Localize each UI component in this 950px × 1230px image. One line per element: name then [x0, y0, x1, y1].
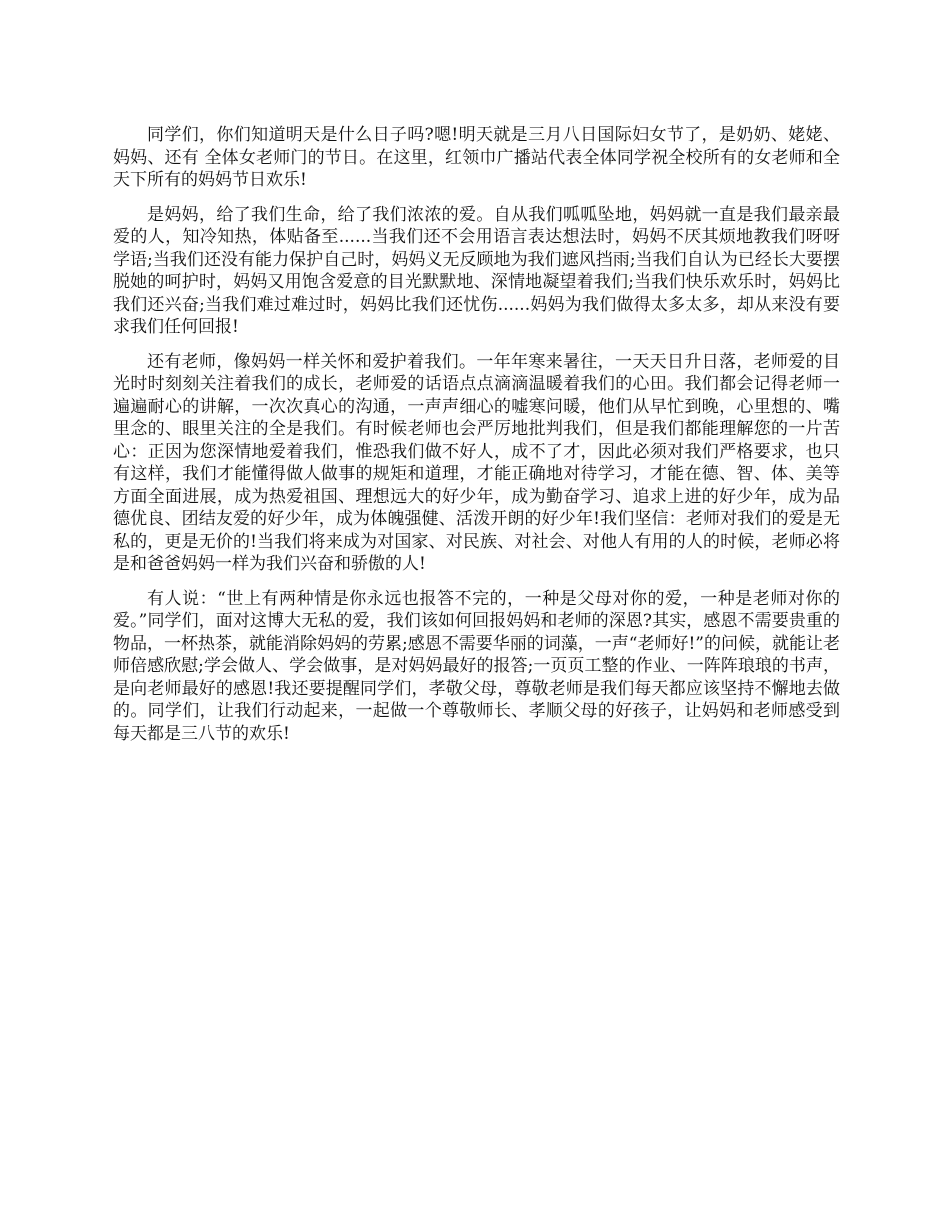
paragraph-3: 还有老师，像妈妈一样关怀和爱护着我们。一年年寒来暑往，一天天日升日落，老师爱的目光时时刻刻关注着我们的成长，老师爱的话语点点滴滴温暖着我们的心田。我们都会记得老师一遍遍耐心的讲解，一次次真心的沟通，一声声细心的嘘寒问暖，他们从早忙到晚，心里想的、嘴里念的、眼里关注的全是我们。有时候老师也会严厉地批判我们，但是我们都能理解您的一片苦心：正因为您深情地爱着我们，惟恐我们做不好人，成不了才，因此必须对我们严格要求，也只有这样，我们才能懂得做人做事的规矩和道理，才能正确地对待学习，才能在德、智、体、美等方面全面进展，成为热爱祖国、理想远大的好少年，成为勤奋学习、追求上进的好少年，成为品德优良、团结友爱的好少年，成为体魄强健、活泼开朗的好少年!我们坚信：老师对我们的爱是无私的，更是无价的!当我们将来成为对国家、对民族、对社会、对他人有用的人的时候，老师必将是和爸爸妈妈一样为我们兴奋和骄傲的人!: [113, 351, 840, 574]
paragraph-2: 是妈妈，给了我们生命，给了我们浓浓的爱。自从我们呱呱坠地，妈妈就一直是我们最亲最爱的人，知冷知热，体贴备至......当我们还不会用语言表达想法时，妈妈不厌其烦地教我们呀呀学语;当我们还没有能力保护自己时，妈妈义无反顾地为我们遮风挡雨;当我们自认为已经长大要摆脱她的呵护时，妈妈又用饱含爱意的目光默默地、深情地凝望着我们;当我们快乐欢乐时，妈妈比我们还兴奋;当我们难过难过时，妈妈比我们还忧伤......妈妈为我们做得太多太多，却从来没有要求我们任何回报!: [113, 204, 840, 337]
paragraph-4: 有人说：“世上有两种情是你永远也报答不完的，一种是父母对你的爱，一种是老师对你的爱。”同学们，面对这博大无私的爱，我们该如何回报妈妈和老师的深恩?其实，感恩不需要贵重的物品，一杯热茶，就能消除妈妈的劳累;感恩不需要华丽的词藻，一声“老师好!”的问候，就能让老师倍感欣慰;学会做人、学会做事，是对妈妈最好的报答;一页页工整的作业、一阵阵琅琅的书声，是向老师最好的感恩!我还要提醒同学们，孝敬父母，尊敬老师是我们每天都应该坚持不懈地去做的。同学们，让我们行动起来，一起做一个尊敬师长、孝顺父母的好孩子，让妈妈和老师感受到每天都是三八节的欢乐!: [113, 588, 840, 744]
document-body: [113, 124, 840, 757]
paragraph-1: 同学们，你们知道明天是什么日子吗?嗯!明天就是三月八日国际妇女节了，是奶奶、姥姥、妈妈、还有 全体女老师门的节日。在这里，红领巾广播站代表全体同学祝全校所有的女老师和全天下所有的妈妈节日欢乐!: [113, 125, 840, 190]
